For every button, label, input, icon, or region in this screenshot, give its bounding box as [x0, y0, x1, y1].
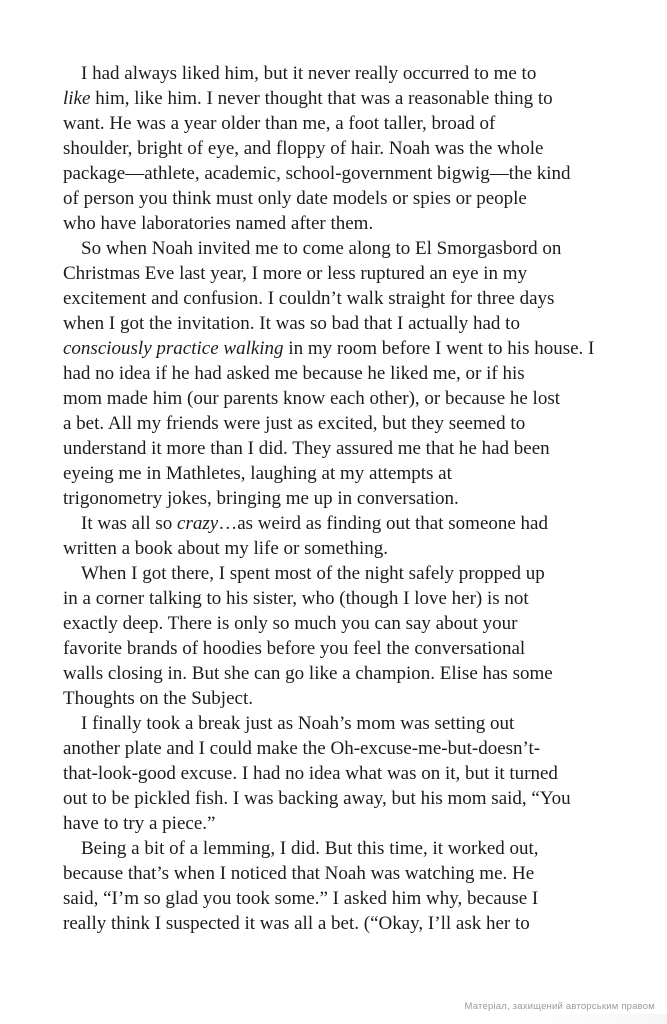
text-line: Thoughts on the Subject.: [63, 688, 253, 709]
text-line: said, “I’m so glad you took some.” I asked him why, because I: [63, 888, 539, 909]
text-line: trigonometry jokes, bringing me up in conversation.: [63, 488, 459, 509]
text-line: because that’s when I noticed that Noah was watching me. He: [63, 863, 535, 884]
paragraph: [63, 61, 611, 236]
text-line: of person you think must only date models or spies or people: [63, 188, 527, 209]
text-line: really think I suspected it was all a bet. (“Okay, I’ll ask her to: [63, 913, 530, 934]
text-line: Christmas Eve last year, I more or less ruptured an eye in my: [63, 263, 528, 284]
text-line: consciously practice walking in my room before I went to his house. I: [63, 338, 595, 359]
text-line: favorite brands of hoodies before you feel the conversational: [63, 638, 526, 659]
text-line: mom made him (our parents know each other), or because he lost: [63, 388, 561, 409]
text-line: a bet. All my friends were just as excited, but they seemed to: [63, 413, 526, 434]
text-line: when I got the invitation. It was so bad that I actually had to: [63, 313, 520, 334]
copyright-notice: Матеріал, захищений авторським правом: [464, 1001, 655, 1012]
text-line: like him, like him. I never thought that was a reasonable thing to: [63, 88, 553, 109]
text-line: written a book about my life or something.: [63, 538, 389, 559]
text-line: in a corner talking to his sister, who (though I love her) is not: [63, 588, 529, 609]
text-line: I finally took a break just as Noah’s mom was setting out: [81, 713, 515, 734]
text-line: another plate and I could make the Oh-excuse-me-but-doesn’t-: [63, 738, 541, 759]
text-line: So when Noah invited me to come along to El Smorgasbord on: [81, 238, 562, 259]
paragraph: [63, 836, 611, 936]
text-line: who have laboratories named after them.: [63, 213, 374, 234]
text-line: I had always liked him, but it never really occurred to me to: [81, 63, 537, 84]
text-line: eyeing me in Mathletes, laughing at my attempts at: [63, 463, 452, 484]
text-line: package—athlete, academic, school-government bigwig—the kind: [63, 163, 571, 184]
text-line: When I got there, I spent most of the night safely propped up: [81, 563, 545, 584]
text-line: excitement and confusion. I couldn’t walk straight for three days: [63, 288, 555, 309]
text-line: have to try a piece.”: [63, 813, 216, 834]
paragraph: [63, 711, 611, 836]
paragraph: [63, 236, 611, 511]
text-line: want. He was a year older than me, a foot taller, broad of: [63, 113, 496, 134]
text-line: out to be pickled fish. I was backing away, but his mom said, “You: [63, 788, 571, 809]
text-line: that-look-good excuse. I had no idea what was on it, but it turned: [63, 763, 558, 784]
body-text: [63, 61, 611, 936]
text-line: exactly deep. There is only so much you can say about your: [63, 613, 518, 634]
text-line: had no idea if he had asked me because he liked me, or if his: [63, 363, 525, 384]
text-line: It was all so crazy…as weird as finding out that someone had: [81, 513, 548, 534]
paragraph: [63, 511, 611, 561]
page-corner-shade: [517, 1014, 667, 1024]
text-line: Being a bit of a lemming, I did. But this time, it worked out,: [81, 838, 539, 859]
text-line: understand it more than I did. They assured me that he had been: [63, 438, 550, 459]
text-line: shoulder, bright of eye, and floppy of hair. Noah was the whole: [63, 138, 544, 159]
text-line: walls closing in. But she can go like a champion. Elise has some: [63, 663, 553, 684]
paragraph: [63, 561, 611, 711]
